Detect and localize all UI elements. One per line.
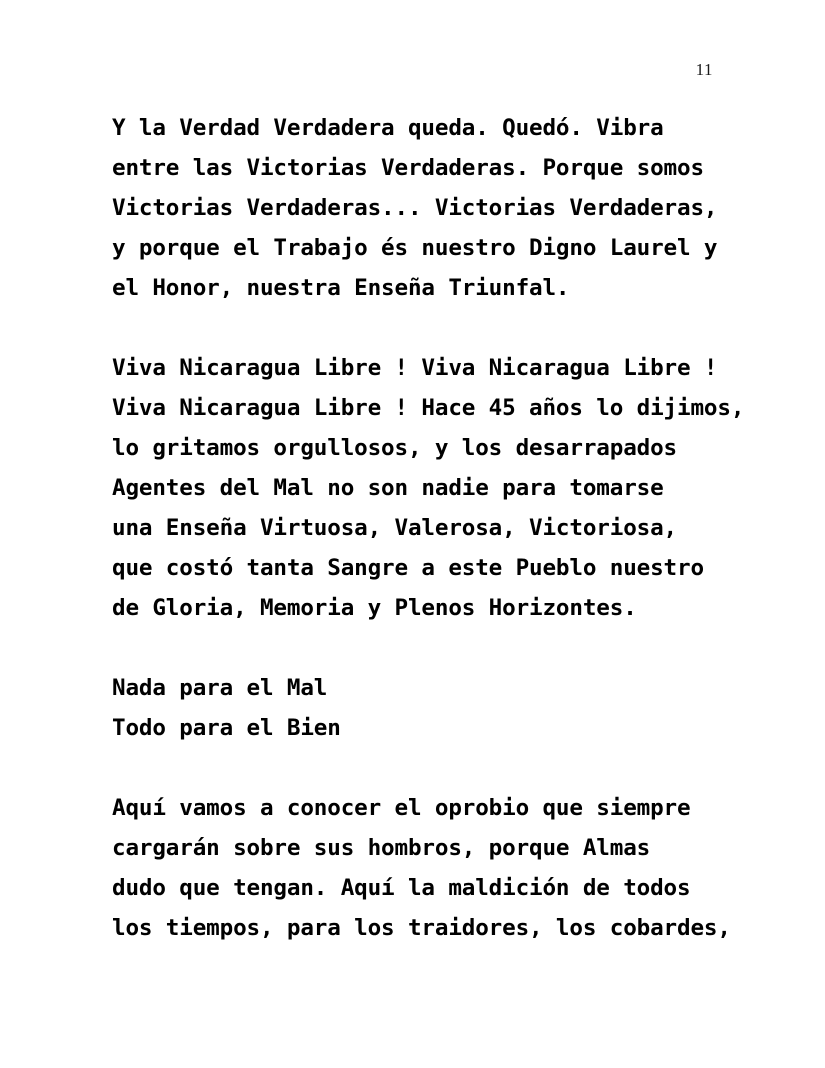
paragraph-1 [112,108,718,308]
paragraph-2 [112,348,745,628]
text-line: Victorias Verdaderas... Victorias Verdaderas, [112,195,718,221]
text-line: una Enseña Virtuosa, Valerosa, Victoriosa, [112,515,678,541]
text-line: el Honor, nuestra Enseña Triunfal. [112,275,570,301]
text-line: Todo para el Bien [112,715,341,741]
text-line: Y la Verdad Verdadera queda. Quedó. Vibra [112,115,664,141]
paragraph-4 [112,788,731,948]
text-line: lo gritamos orgullosos, y los desarrapados [112,435,678,461]
text-line: entre las Victorias Verdaderas. Porque somos [112,155,704,181]
text-line: dudo que tengan. Aquí la maldición de todos [112,875,691,901]
text-line: Nada para el Mal [112,675,328,701]
text-line: cargarán sobre sus hombros, porque Almas [112,835,651,861]
body-text-block [112,108,745,948]
text-line: Aquí vamos a conocer el oprobio que siempre [112,795,691,821]
text-line: que costó tanta Sangre a este Pueblo nuestro [112,555,704,581]
text-line: los tiempos, para los traidores, los cobardes, [112,915,731,941]
text-line: Agentes del Mal no son nadie para tomarse [112,475,664,501]
text-line: y porque el Trabajo és nuestro Digno Laurel y [112,235,718,261]
page-number: 11 [695,60,713,79]
paragraph-3 [112,668,712,748]
text-line: Viva Nicaragua Libre ! Viva Nicaragua Libre ! [112,355,718,381]
text-line: Viva Nicaragua Libre ! Hace 45 años lo dijimos, [112,395,745,421]
text-line: de Gloria, Memoria y Plenos Horizontes. [112,595,637,621]
